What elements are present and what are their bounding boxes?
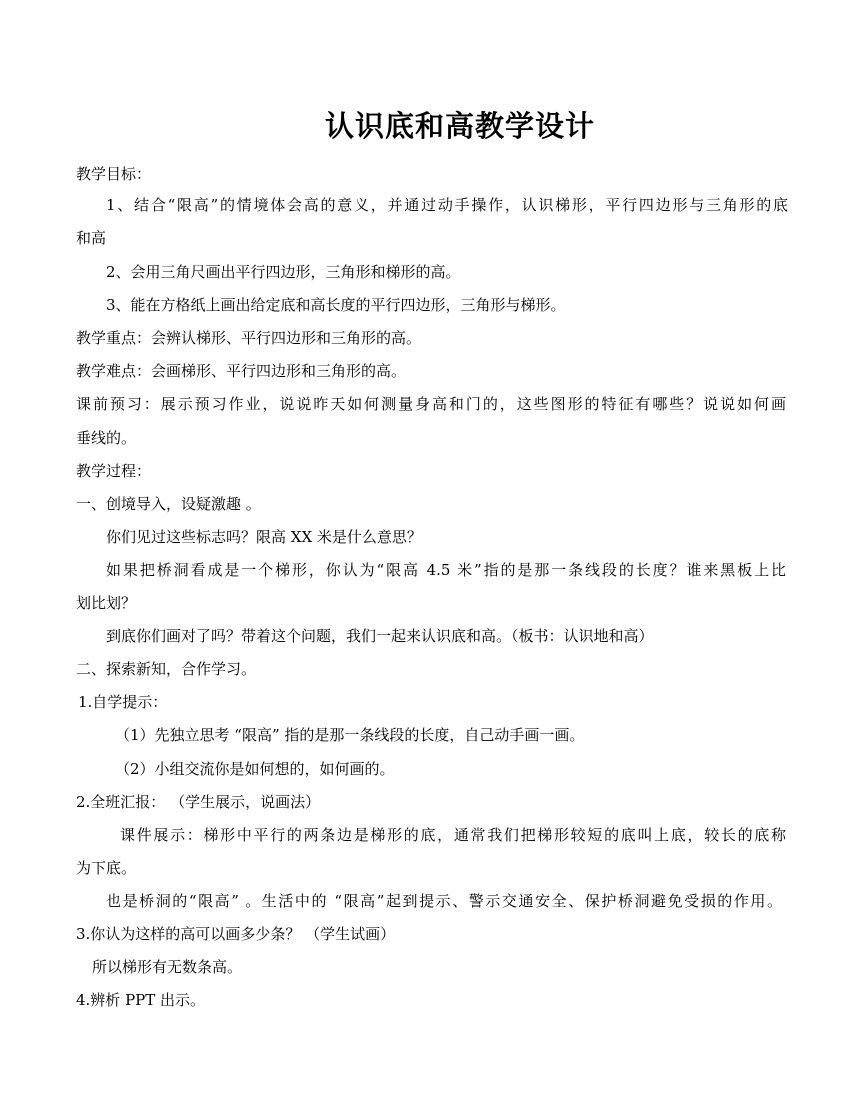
self-study-heading: 1.自学提示：: [78, 693, 168, 711]
courseware-text-continuation: 为下底。: [76, 859, 137, 877]
paragraph-bridge: 如果把桥洞看成是一个梯形，你认为“限高 4.5 米”指的是那一条线段的长度？谁来黑板上比: [106, 561, 786, 579]
key-point: 教学重点：会辨认梯形、平行四边形和三角形的高。: [76, 329, 422, 347]
report-heading: 2.全班汇报： （学生展示，说画法）: [76, 793, 321, 811]
conclusion-text: 所以梯形有无数条高。: [92, 958, 243, 976]
objective-1: 1、结合“限高”的情境体会高的意义，并通过动手操作，认识梯形，平行四边形与三角形的底: [106, 196, 788, 214]
preview-text-continuation: 垂线的。: [76, 429, 137, 447]
objective-2: 2、会用三角尺画出平行四边形，三角形和梯形的高。: [106, 263, 461, 281]
objective-1-continuation: 和高: [76, 229, 107, 247]
difficult-point: 教学难点：会画梯形、平行四边形和三角形的高。: [76, 362, 407, 380]
height-limit-text: 也是桥洞的“限高” 。生活中的 “限高”起到提示、警示交通安全、保护桥洞避免受损的作用。: [106, 892, 782, 910]
part-2-heading: 二、探索新知，合作学习。: [76, 660, 257, 678]
self-study-item-1: （1）先独立思考 “限高” 指的是那一条线段的长度，自己动手画一画。: [115, 726, 585, 744]
part-1-heading: 一、创境导入，设疑激趣 。: [76, 495, 261, 513]
document-title: 认识底和高教学设计: [324, 109, 595, 143]
preview-text: 课前预习：展示预习作业，说说昨天如何测量身高和门的，这些图形的特征有哪些？说说如何画: [76, 395, 786, 413]
section-heading-objectives: 教学目标：: [76, 165, 152, 183]
self-study-item-2: （2）小组交流你是如何想的，如何画的。: [115, 760, 395, 778]
section-heading-process: 教学过程：: [76, 462, 152, 480]
paragraph-signs: 你们见过这些标志吗？限高 XX 米是什么意思？: [106, 528, 422, 546]
paragraph-board: 到底你们画对了吗？带着这个问题，我们一起来认识底和高。（板书：认识地和高）: [106, 627, 654, 645]
item-4: 4.辨析 PPT 出示。: [76, 991, 206, 1009]
objective-3: 3、能在方格纸上画出给定底和高长度的平行四边形，三角形与梯形。: [106, 296, 566, 314]
question-3: 3.你认为这样的高可以画多少条？ （学生试画）: [76, 925, 396, 943]
paragraph-bridge-continuation: 划比划？: [76, 594, 137, 612]
courseware-text: 课件展示：梯形中平行的两条边是梯形的底，通常我们把梯形较短的底叫上底，较长的底称: [120, 826, 786, 844]
